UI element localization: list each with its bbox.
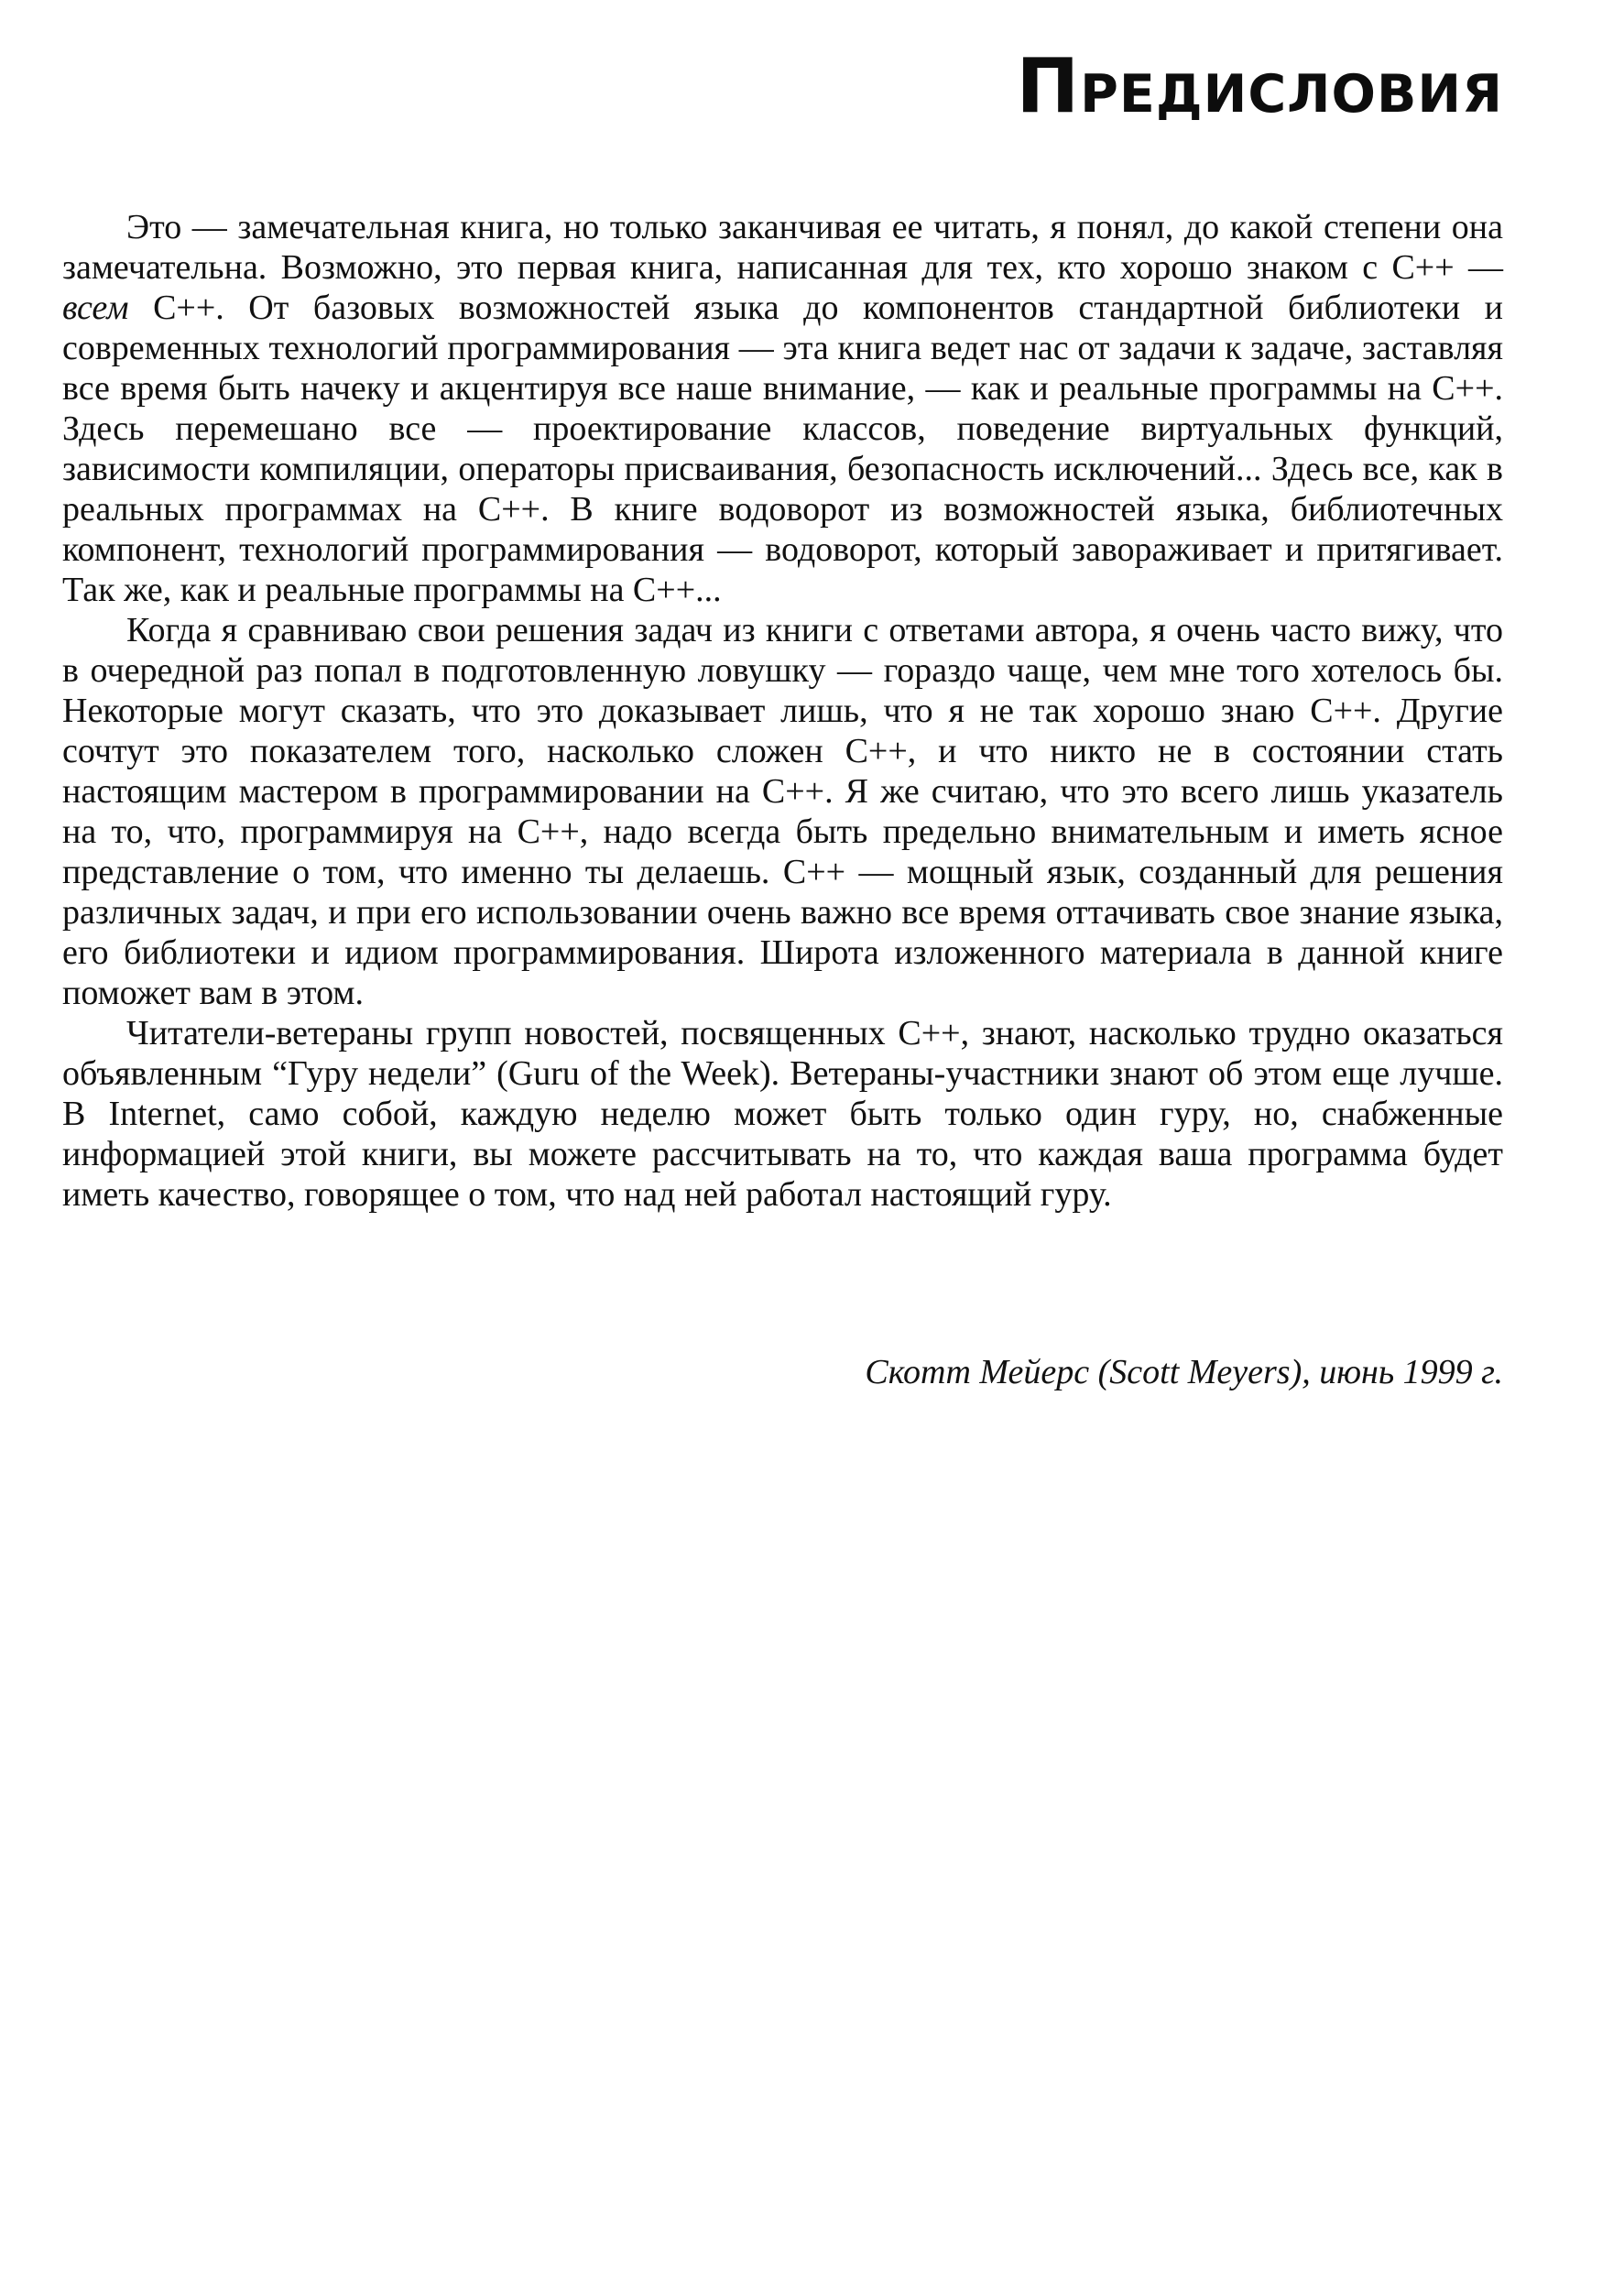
paragraph-2: Когда я сравниваю свои решения задач из книги с ответами автора, я очень часто вижу, что в очередной раз попал в подготовленную ловушку — гораздо чаще, чем мне того хотелось бы. Некоторые могут сказать, что это доказывает лишь, что я не так хорошо знаю C++. Другие сочтут это показателем того, насколько сложен C++, и что никто не в состоянии стать настоящим мастером в программировании на C++. Я же считаю, что это всего лишь указатель на то, что, программируя на C++, надо всегда быть предельно внимательным и иметь ясное представление о том, что именно ты делаешь. C++ — мощный язык, созданный для решения различных задач, и при его использовании очень важно все время оттачивать свое знание языка, его библиотеки и идиом программирования. Широта изложенного материала в данной книге поможет вам в этом. — [62, 611, 1503, 1012]
paragraph-3: Читатели-ветераны групп новостей, посвященных C++, знают, насколько трудно оказаться объявленным “Гуру недели” (Guru of the Week). Ветераны-участники знают об этом еще лучше. В Internet, само собой, каждую неделю может быть только один гуру, но, снабженные информацией этой книги, вы можете рассчитывать на то, что каждая ваша программа будет иметь качество, говорящее о том, что над ней работал настоящий гуру. — [62, 1014, 1503, 1214]
paragraph-1-emphasis: всем — [62, 289, 129, 327]
paragraph-1 — [62, 207, 1503, 610]
paragraph-1-end: C++. От базовых возможностей языка до компонентов стандартной библиотеки и современных технологий программирования — эта книга ведет нас от задачи к задаче, заставляя все время быть начеку и акцентируя все наше внимание, — как и реальные программы на C++. Здесь перемешано все — проектирование классов, поведение виртуальных функций, зависимости компиляции, операторы присваивания, безопасность исключений... Здесь все, как в реальных программах на C++. В книге водоворот из возможностей языка, библиотечных компонент, технологий программирования — водоворот, который завораживает и притягивает. Так же, как и реальные программы на C++... — [62, 289, 1503, 609]
author-signature: Скотт Мейерс (Scott Meyers), июнь 1999 г. — [865, 1353, 1503, 1391]
paragraph-1-start: Это — замечательная книга, но только заканчивая ее читать, я понял, до какой степени она замечательна. Возможно, это первая книга, написанная для тех, кто хорошо знаком с C++ — — [62, 208, 1503, 287]
page-title: Предисловия — [1016, 43, 1503, 130]
foreword-body — [62, 207, 1503, 1215]
